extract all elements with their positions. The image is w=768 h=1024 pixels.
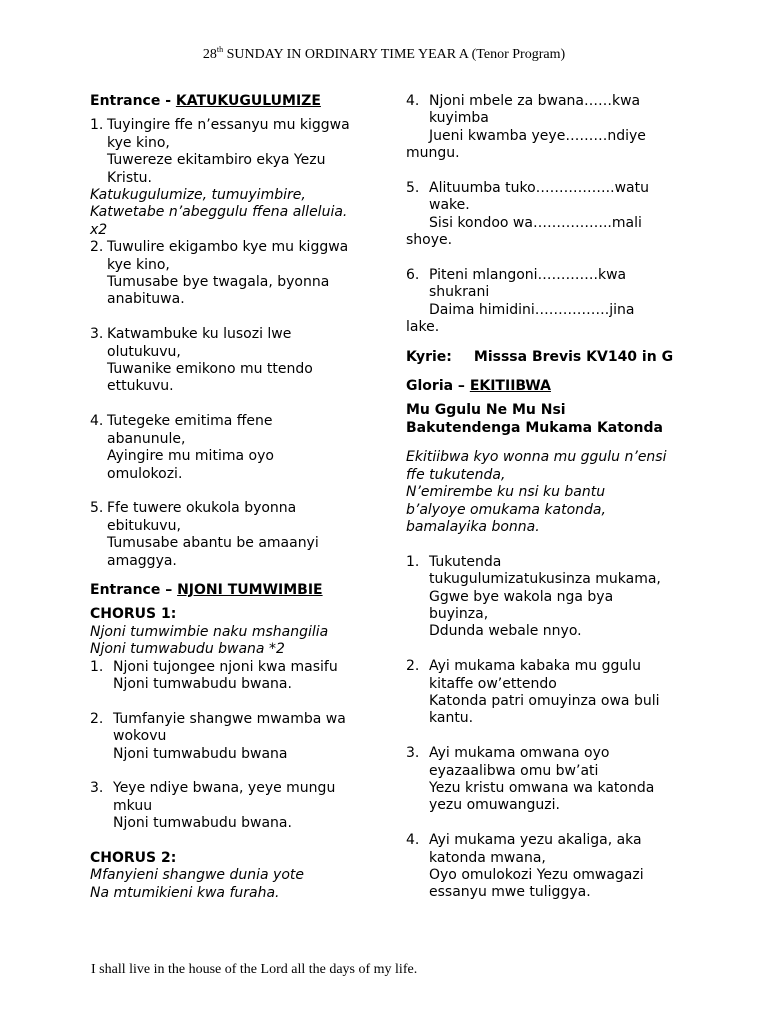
- list-item: [90, 117, 376, 187]
- kyrie-heading: [406, 349, 692, 366]
- chorus-label: CHORUS 2:: [90, 849, 177, 866]
- left-column: [90, 93, 376, 902]
- verse-number: 5.: [90, 500, 104, 517]
- header-title-number: 28: [202, 47, 217, 62]
- verse-line: tukugulumizatukusinza mukama,: [429, 571, 661, 588]
- list-item: [90, 780, 376, 832]
- verse-line: Ddunda webale nnyo.: [429, 623, 582, 640]
- verse-line: Njoni tumwabudu bwana.: [113, 815, 292, 832]
- chorus-line: Njoni tumwimbie naku mshangilia: [90, 623, 329, 640]
- verse-line: Tuwulire ekigambo kye mu kiggwa: [107, 239, 349, 256]
- verse-line: ebitukuvu,: [107, 517, 181, 534]
- list-item: [90, 326, 376, 396]
- hymn-title: KATUKUGULUMIZE: [175, 93, 321, 109]
- verse-line: Jueni kwamba yeye………ndiye: [429, 127, 646, 144]
- verse-line: Njoni tumwabudu bwana: [113, 745, 288, 762]
- verse-line: Alituumba tuko……………..watu: [429, 180, 649, 197]
- verse-line: kantu.: [429, 710, 474, 727]
- chorus-line: Mfanyieni shangwe dunia yote: [90, 867, 304, 884]
- verse-line: katonda mwana,: [429, 849, 546, 866]
- verse-line: buyinza,: [429, 605, 489, 622]
- verse-line: shukrani: [429, 284, 490, 301]
- list-item: [90, 659, 376, 694]
- verse-line: Njoni mbele za bwana……kwa: [429, 93, 641, 109]
- verse-line: Yeye ndiye bwana, yeye mungu: [113, 780, 336, 797]
- page-header: [0, 46, 768, 64]
- verse-line: omulokozi.: [107, 465, 183, 482]
- kyrie-prefix: Kyrie:: [406, 348, 452, 365]
- kyrie-title: Misssa Brevis KV140 in G: [473, 348, 674, 365]
- verse-number: 3.: [90, 326, 104, 343]
- refrain-line: b’alyoye omukama katonda,: [406, 501, 606, 518]
- list-item: [406, 832, 692, 902]
- verse-line: Tumfanyie shangwe mwamba wa: [113, 710, 346, 727]
- header-title-suffix: th: [216, 45, 224, 54]
- entrance-prefix: Entrance -: [90, 93, 176, 109]
- list-item: [406, 267, 692, 302]
- verse-line: Tuwereze ekitambiro ekya Yezu: [107, 152, 326, 169]
- verse-line: wokovu: [113, 728, 167, 745]
- verse-line: shoye.: [406, 232, 453, 249]
- verse-line: Tumusabe abantu be amaanyi: [107, 535, 319, 552]
- verse-number: 5.: [406, 180, 420, 197]
- verse-line: kye kino,: [107, 134, 170, 151]
- verse-line: Tuwanike emikono mu ttendo: [107, 361, 313, 378]
- verse-line: Ayi mukama kabaka mu ggulu: [429, 658, 642, 675]
- verse-line: abanunule,: [107, 430, 186, 447]
- verse-number: 4.: [406, 93, 420, 109]
- list-item: [406, 554, 692, 641]
- verse-line: kye kino,: [107, 256, 170, 273]
- verse-number: 4.: [406, 832, 420, 849]
- hymn-title: EKITIIBWA: [469, 378, 551, 395]
- verse-line: kuyimba: [429, 110, 489, 127]
- gloria-prefix: Gloria –: [406, 378, 470, 395]
- chorus-label: CHORUS 1:: [90, 606, 177, 623]
- verse-line: Tukutenda: [429, 553, 502, 570]
- chorus-line: Njoni tumwabudu bwana *2: [90, 641, 285, 658]
- verse-number: 2.: [406, 658, 420, 675]
- entrance-heading-katukugulumize: [90, 93, 376, 110]
- verse-line: kitaffe ow’ettendo: [429, 675, 557, 692]
- list-item: [90, 500, 376, 570]
- verse-number: 1.: [406, 553, 420, 570]
- verse-number: 1.: [90, 117, 104, 134]
- verse-line: Tutegeke emitima ffene: [107, 413, 273, 430]
- verse-line: essanyu mwe tuliggya.: [429, 884, 591, 901]
- verse-line: Yezu kristu omwana wa katonda: [429, 779, 655, 796]
- list-item: [90, 413, 376, 483]
- verse-line: Ffe tuwere okukola byonna: [107, 500, 297, 517]
- verse-line: mkuu: [113, 797, 153, 814]
- refrain-line: ffe tukutenda,: [406, 466, 506, 483]
- verse-line: ettukuvu.: [107, 378, 174, 395]
- verse-line: Njoni tujongee njoni kwa masifu: [113, 658, 338, 675]
- verse-line: lake.: [406, 319, 440, 336]
- verse-line: Piteni mlangoni………….kwa: [429, 267, 627, 284]
- hymn-title: NJONI TUMWIMBIE: [177, 581, 323, 598]
- verse-number: 4.: [90, 413, 104, 430]
- right-column: [406, 93, 692, 902]
- verse-line: Tumusabe bye twagala, byonna: [107, 274, 330, 291]
- refrain: [90, 187, 376, 239]
- verse-line: Sisi kondoo wa……………..mali: [429, 214, 642, 231]
- refrain-line: Katukugulumize, tumuyimbire,: [90, 187, 306, 204]
- gloria-subtitle: Mu Ggulu Ne Mu Nsi: [406, 402, 566, 419]
- chorus-line: Na mtumikieni kwa furaha.: [90, 884, 280, 901]
- list-item: [406, 180, 692, 215]
- refrain-line: bamalayika bonna.: [406, 518, 540, 535]
- verse-line: Tuyingire ffe n’essanyu mu kiggwa: [107, 117, 350, 134]
- verse-number: 2.: [90, 710, 104, 727]
- header-title-text: SUNDAY IN ORDINARY TIME YEAR A (Tenor Program): [223, 47, 566, 62]
- refrain-line: Ekitiibwa kyo wonna mu ggulu n’ensi: [406, 449, 667, 466]
- verse-number: 1.: [90, 658, 104, 675]
- verse-line: eyazaalibwa omu bw’ati: [429, 762, 599, 779]
- verse-line: amaggya.: [107, 552, 177, 569]
- verse-line: anabituwa.: [107, 291, 185, 308]
- gloria-heading: [406, 378, 692, 395]
- verse-line: Ggwe bye wakola nga bya: [429, 588, 614, 605]
- verse-line: Katwambuke ku lusozi lwe: [107, 326, 292, 343]
- list-item: [406, 658, 692, 728]
- verse-number: 6.: [406, 267, 420, 284]
- verse-line: Ayi mukama omwana oyo: [429, 745, 610, 762]
- entrance-heading-njoni-tumwimbie: [90, 582, 376, 599]
- verse-number: 2.: [90, 239, 104, 256]
- verse-line: mungu.: [406, 145, 460, 162]
- verse-line: Daima himidini…………….jina: [429, 301, 635, 318]
- verse-line: olutukuvu,: [107, 343, 181, 360]
- list-item: [406, 745, 692, 815]
- refrain-line: Katwetabe n’abeggulu ffena alleluia.: [90, 204, 348, 221]
- verse-line: Njoni tumwabudu bwana.: [113, 675, 292, 692]
- entrance-prefix: Entrance –: [90, 581, 178, 598]
- list-item: [406, 93, 692, 128]
- verse-line: Ayingire mu mitima oyo: [107, 448, 274, 465]
- verse-number: 3.: [90, 780, 104, 797]
- verse-line: Ayi mukama yezu akaliga, aka: [429, 832, 642, 849]
- refrain-line: x2: [90, 221, 108, 238]
- verse-line: Oyo omulokozi Yezu omwagazi: [429, 866, 644, 883]
- list-item: [90, 239, 376, 309]
- refrain-line: N’emirembe ku nsi ku bantu: [406, 484, 606, 501]
- gloria-subtitle: Bakutendenga Mukama Katonda: [406, 419, 663, 436]
- verse-line: yezu omuwanguzi.: [429, 797, 560, 814]
- page-footer: I shall live in the house of the Lord all the days of my life.: [91, 962, 418, 977]
- list-item: [90, 711, 376, 763]
- verse-line: Kristu.: [107, 169, 152, 186]
- refrain: [406, 449, 692, 536]
- verse-line: Katonda patri omuyinza owa buli: [429, 692, 660, 709]
- verse-line: wake.: [429, 197, 470, 214]
- verse-number: 3.: [406, 745, 420, 762]
